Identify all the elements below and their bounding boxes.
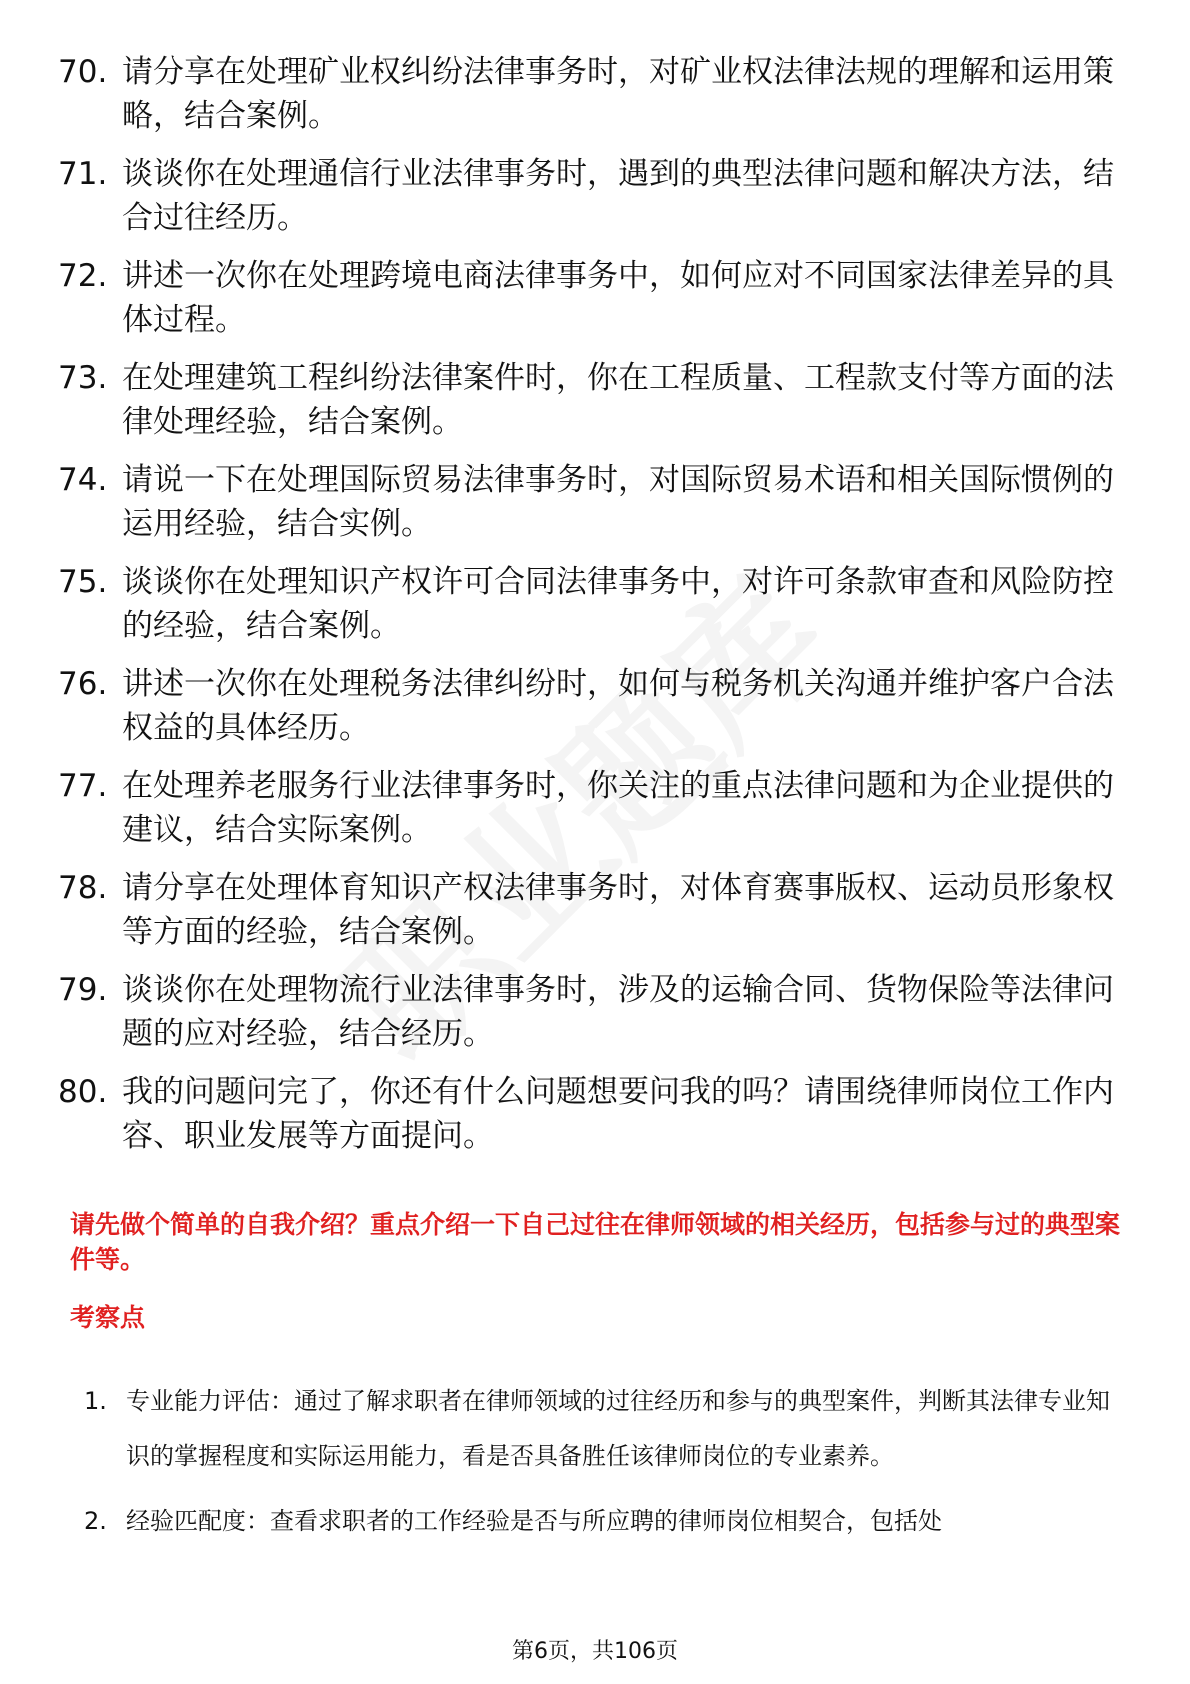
question-item: [58, 764, 1118, 852]
question-number: 73.: [58, 360, 108, 396]
assessment-point: [84, 1494, 1114, 1549]
question-item: [58, 152, 1118, 240]
question-number: 70.: [58, 54, 108, 90]
question-text: 谈谈你在处理物流行业法律事务时，涉及的运输合同、货物保险等法律问题的应对经验，结合经历。: [122, 972, 1114, 1052]
question-text: 请分享在处理矿业权纠纷法律事务时，对矿业权法律法规的理解和运用策略，结合案例。: [122, 54, 1114, 134]
question-item: [58, 662, 1118, 750]
point-text: 经验匹配度：查看求职者的工作经验是否与所应聘的律师岗位相契合，包括处: [126, 1507, 942, 1535]
question-number: 71.: [58, 156, 108, 192]
assessment-point: [84, 1374, 1114, 1484]
question-item: [58, 560, 1118, 648]
question-text: 在处理养老服务行业法律事务时，你关注的重点法律问题和为企业提供的建议，结合实际案例。: [122, 768, 1114, 848]
section-title: 考察点: [70, 1303, 146, 1332]
question-number: 78.: [58, 870, 108, 906]
question-item: [58, 254, 1118, 342]
question-item: [58, 356, 1118, 444]
page-footer: 第6页，共106页: [512, 1639, 678, 1664]
question-text: 请分享在处理体育知识产权法律事务时，对体育赛事版权、运动员形象权等方面的经验，结合案例。: [122, 870, 1114, 950]
question-text: 在处理建筑工程纠纷法律案件时，你在工程质量、工程款支付等方面的法律处理经验，结合案例。: [122, 360, 1114, 440]
assessment-points-list: [84, 1374, 1114, 1559]
question-item: [58, 866, 1118, 954]
question-number: 77.: [58, 768, 108, 804]
question-item: [58, 1070, 1118, 1158]
question-item: [58, 50, 1118, 138]
question-item: [58, 458, 1118, 546]
question-text: 讲述一次你在处理税务法律纠纷时，如何与税务机关沟通并维护客户合法权益的具体经历。: [122, 666, 1114, 746]
question-text: 请说一下在处理国际贸易法律事务时，对国际贸易术语和相关国际惯例的运用经验，结合实例。: [122, 462, 1114, 542]
point-number: 2.: [84, 1507, 107, 1535]
question-text: 讲述一次你在处理跨境电商法律事务中，如何应对不同国家法律差异的具体过程。: [122, 258, 1114, 338]
question-number: 80.: [58, 1074, 108, 1110]
point-number: 1.: [84, 1387, 107, 1415]
question-list: [58, 50, 1118, 1172]
point-text: 专业能力评估：通过了解求职者在律师领域的过往经历和参与的典型案件，判断其法律专业知识的掌握程度和实际运用能力，看是否具备胜任该律师岗位的专业素养。: [126, 1387, 1110, 1470]
question-text: 谈谈你在处理知识产权许可合同法律事务中，对许可条款审查和风险防控的经验，结合案例。: [122, 564, 1114, 644]
intro-question: 请先做个简单的自我介绍？重点介绍一下自己过往在律师领域的相关经历，包括参与过的典型案件等。: [70, 1210, 1121, 1274]
question-number: 75.: [58, 564, 108, 600]
question-number: 72.: [58, 258, 108, 294]
question-number: 74.: [58, 462, 108, 498]
question-number: 76.: [58, 666, 108, 702]
question-number: 79.: [58, 972, 108, 1008]
question-text: 我的问题问完了，你还有什么问题想要问我的吗？请围绕律师岗位工作内容、职业发展等方面提问。: [122, 1074, 1114, 1154]
question-text: 谈谈你在处理通信行业法律事务时，遇到的典型法律问题和解决方法，结合过往经历。: [122, 156, 1114, 236]
question-item: [58, 968, 1118, 1056]
